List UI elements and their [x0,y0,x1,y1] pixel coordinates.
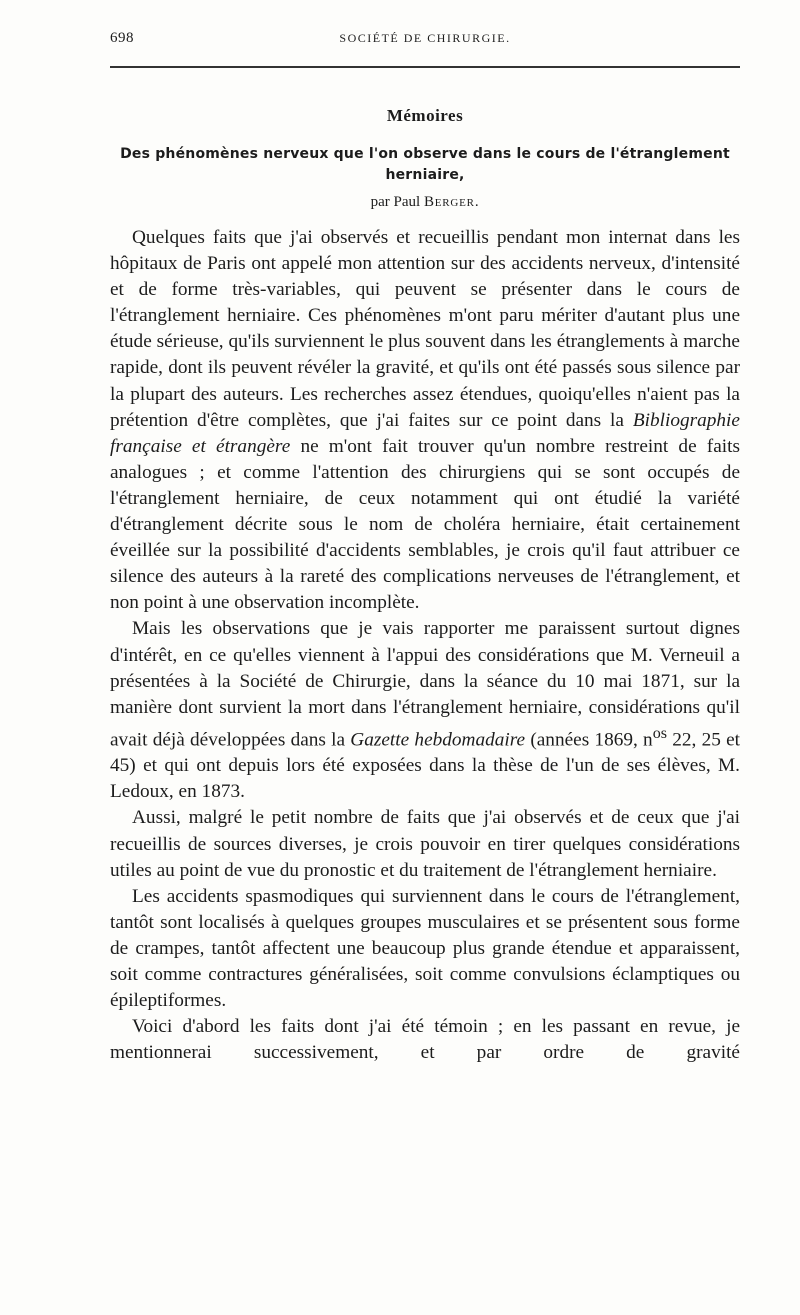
article-body [110,225,740,1066]
paragraph-1-italic-title: Bibliographie française et étrangère [110,409,740,457]
author-first-name: Paul [393,194,421,210]
paragraph-1-text-a: Quelques faits que j'ai observés et recueillis pendant mon internat dans les hôpitaux de Paris ont appelé mon attention sur des accidents nerveux, d'intensité et de forme très-variables, qui peuvent se présenter dans le cours de l'étranglement herniaire. Ces phénomènes m'ont paru mériter d'autant plus une étude sérieuse, qu'ils surviennent le plus souvent dans les étranglements à marche rapide, dont ils peuvent révéler la gravité, et qu'ils ont été passés sous silence par la plupart des auteurs. Les recherches assez étendues, quoiqu'elles n'aient pas la prétention d'être complètes, que j'ai faites sur ce point dans la [110,227,740,431]
paragraph-2 [110,616,740,805]
paragraph-4: Les accidents spasmodiques qui surviennent dans le cours de l'étranglement, tantôt sont localisés à quelques groupes musculaires et se présentent sous forme de crampes, tantôt affectent une beaucoup plus grande étendue et apparaissent, soit comme contractures généralisées, soit comme convulsions éclamptiques ou épileptiformes. [110,885,740,1012]
paragraph-3: Aussi, malgré le petit nombre de faits que j'ai observés et de ceux que j'ai recueillis de sources diverses, je crois pouvoir en tirer quelques considérations utiles au point de vue du pronostic et du traitement de l'étranglement herniaire. [110,807,740,881]
paragraph-2-text-a: Mais les observations que je vais rapporter me paraissent surtout dignes d'intérêt, en ce qu'elles viennent à l'appui des considérations que M. Verneuil a présentées à la Société de Chirurgie, dans la séance du 10 mai 1871, sur la manière dont survient la mort dans l'étranglement herniaire, considérations qu'il avait déjà développées dans la [110,618,740,751]
journal-title: SOCIÉTÉ DE CHIRURGIE. [339,31,511,45]
paragraph-1 [110,225,740,616]
page-number: 698 [110,30,134,46]
paragraph-2-text-c: 22, 25 et 45) et qui ont depuis lors été exposées dans la thèse de l'un de ses élèves, M. Ledoux, en 1873. [110,729,740,803]
paragraph-2-text-b: (années 1869, n [530,729,653,751]
author-line [110,194,740,211]
author-last-name: Berger. [423,194,480,210]
book-page [110,30,740,1066]
paragraph-2-superscript: os [652,724,667,742]
paragraph-2-italic-title: Gazette hebdomadaire [350,729,526,751]
paragraph-5: Voici d'abord les faits dont j'ai été témoin ; en les passant en revue, je mentionnerai successivement, et par ordre de gravité [110,1016,740,1064]
author-prefix: par [370,194,390,210]
running-head [110,30,740,54]
paragraph-1-text-b: ne m'ont fait trouver qu'un nombre restreint de faits analogues ; et comme l'attention des chirurgiens qui se sont occupés de l'étranglement herniaire, de ceux notamment qui ont étudié la variété d'étranglement décrite sous le nom de choléra herniaire, était certainement éveillée sur la possibilité d'accidents semblables, je crois qu'il faut attribuer ce silence des auteurs à la rareté des complications nerveuses de l'étranglement, et non point à une observation incomplète. [110,435,740,614]
article-title: Des phénomènes nerveux que l'on observe dans le cours de l'étranglement herniaire, [120,146,730,183]
header-rule [110,66,740,68]
section-heading: Mémoires [386,106,464,125]
